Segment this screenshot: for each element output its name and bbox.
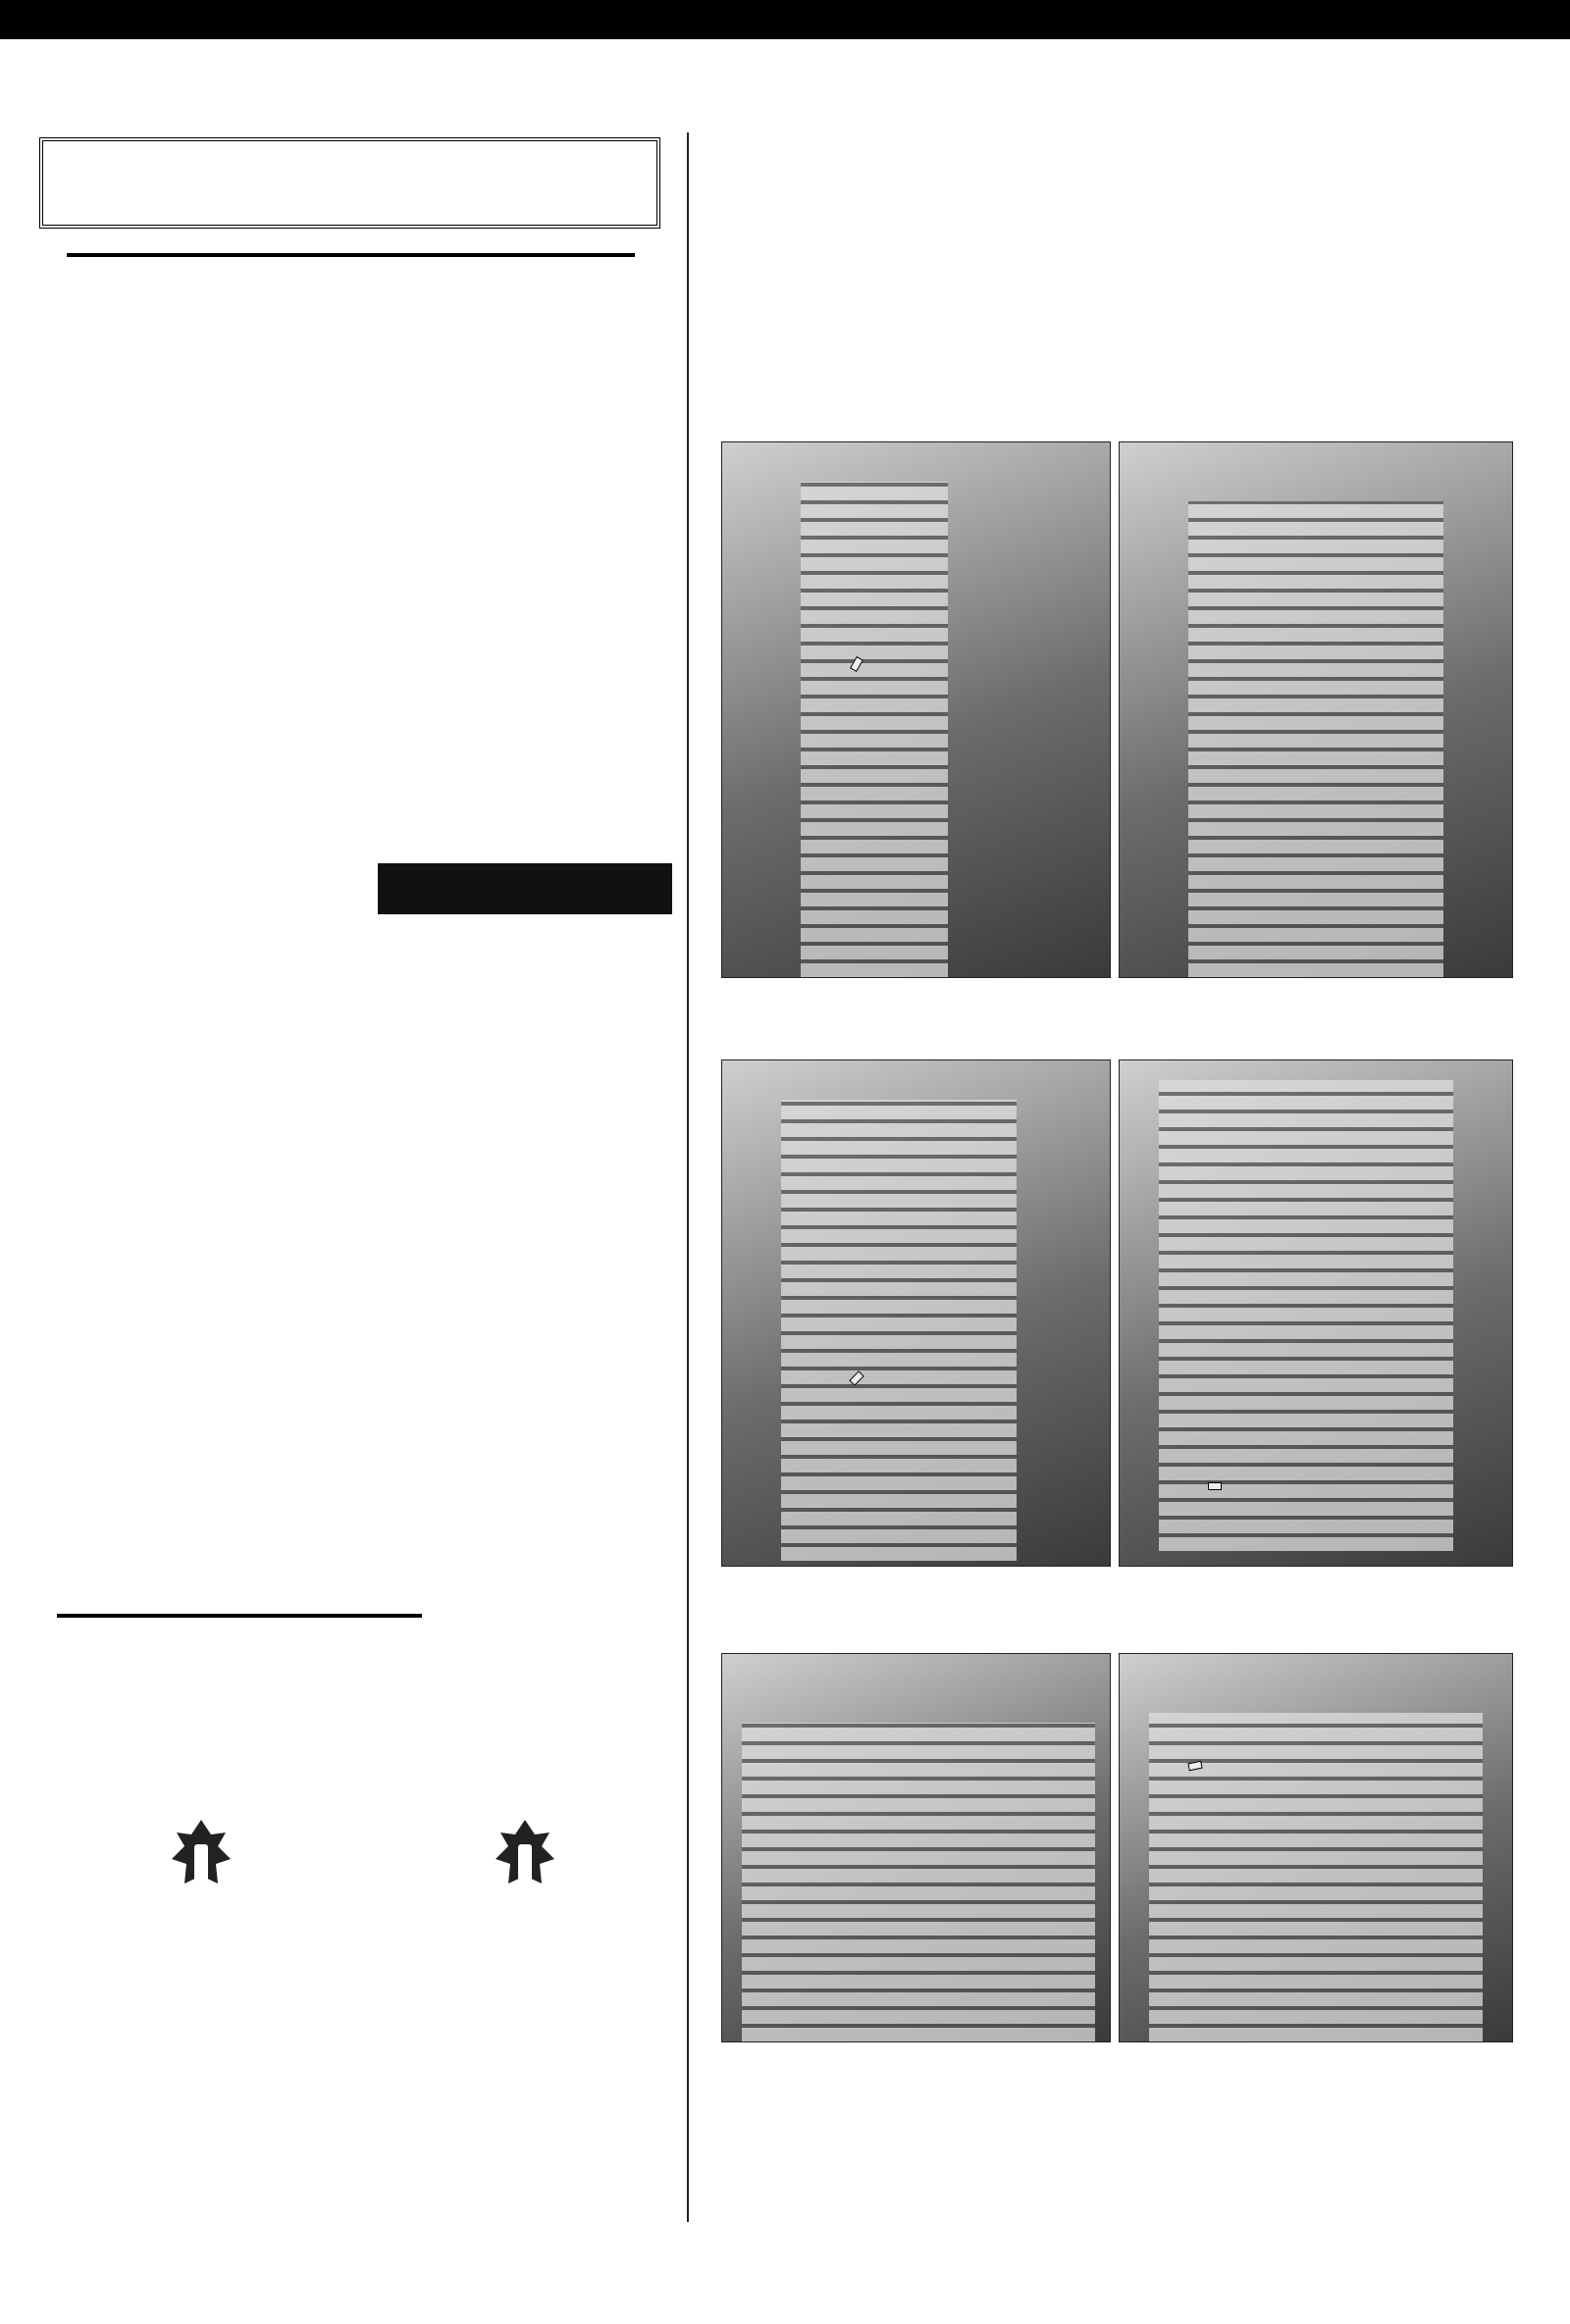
column-divider (687, 132, 689, 2222)
top-black-bar (0, 0, 1570, 39)
photo-kolonaki-1 (721, 441, 1111, 978)
previous-solution-grid (57, 1614, 422, 1618)
clues-across-col1 (44, 853, 191, 1521)
caption-1 (721, 981, 1109, 1059)
caption-2 (1119, 981, 1511, 1059)
photo-kolonaki-2 (1119, 441, 1513, 978)
caption-4 (1119, 1570, 1511, 1648)
races-title (378, 863, 672, 914)
solution-note (201, 1403, 348, 1442)
bottle-emblem-icon (481, 1815, 569, 1903)
lottery-sign (1208, 1482, 1222, 1490)
sponsor2-text (201, 1555, 348, 1594)
mavro-ad (368, 1795, 682, 2168)
photo-victoria (721, 1653, 1111, 2042)
photo-kypseli-1 (721, 1059, 1111, 1567)
photo-septemvriou (1119, 1653, 1513, 2042)
photo-kypseli-2 (1119, 1059, 1513, 1567)
sponsor1-text (201, 1486, 348, 1535)
clues-across-col2 (201, 839, 348, 1050)
bottle-emblem-icon (157, 1815, 245, 1903)
ouzo-ad (39, 1795, 363, 2168)
caption-3 (721, 1570, 1109, 1648)
clues-down-col (201, 1071, 348, 1395)
clues-col3 (520, 250, 672, 858)
caption-5 (721, 2045, 1109, 2099)
caption-6 (1119, 2045, 1511, 2099)
crossword-title (39, 137, 660, 229)
